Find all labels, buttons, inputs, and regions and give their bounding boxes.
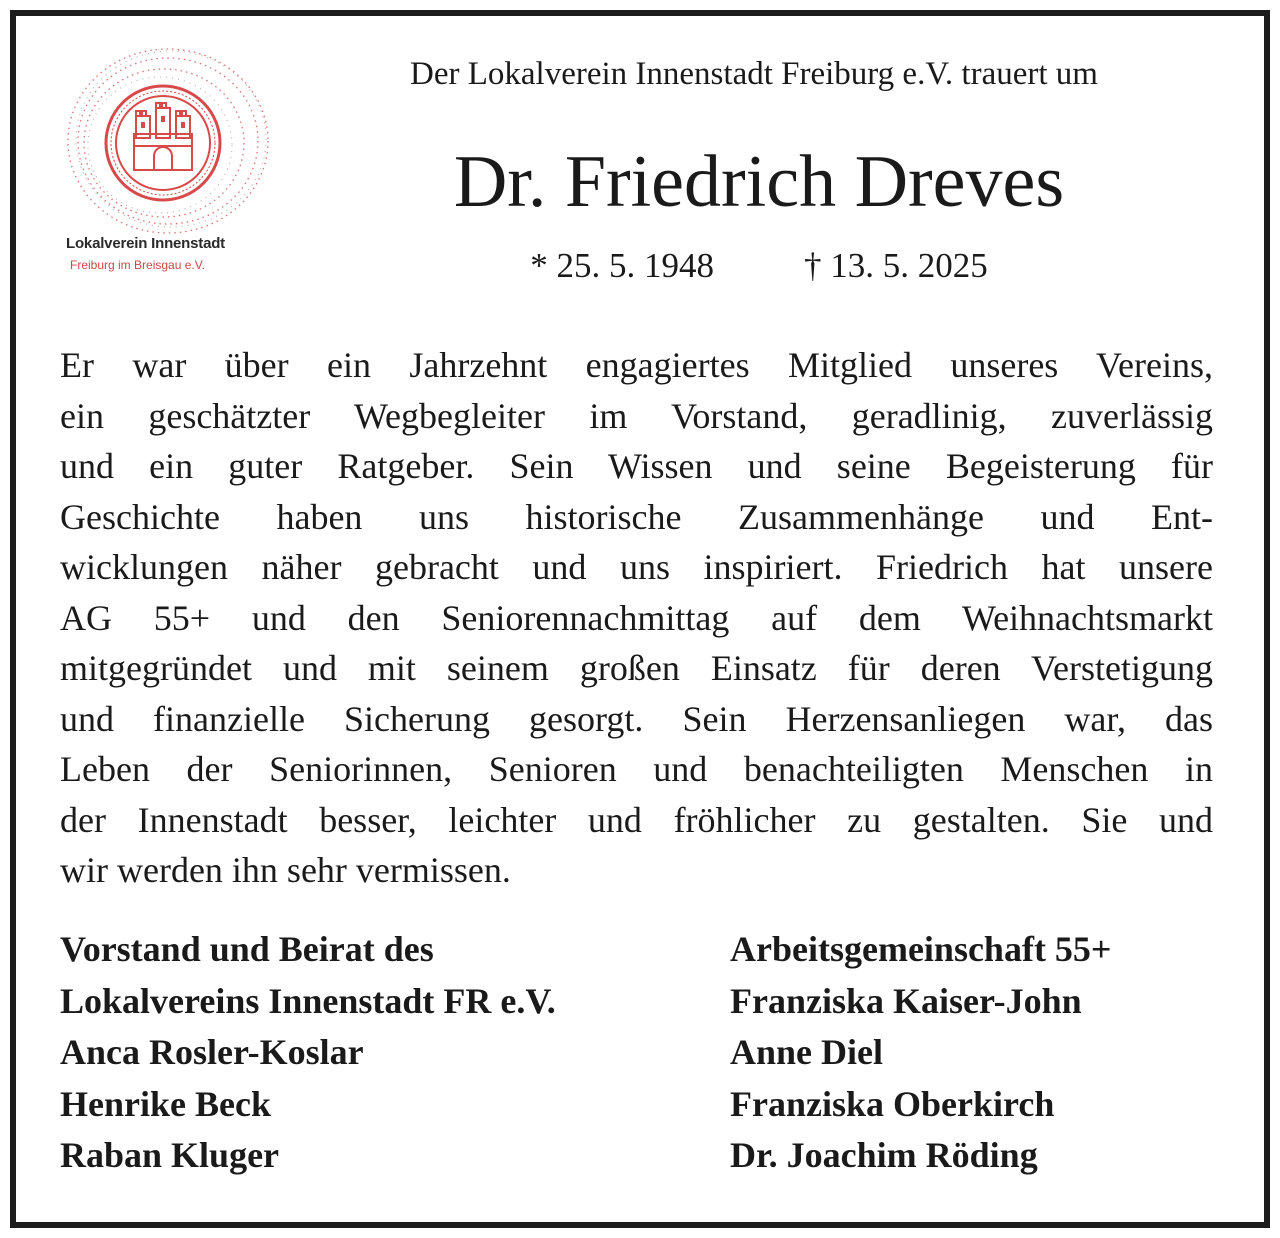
signature-line: Anca Rosler-Koslar (60, 1032, 364, 1072)
signature-line: Henrike Beck (60, 1083, 271, 1124)
signatures-board (60, 924, 556, 1182)
tribute-line: Geschichte haben uns historische Zusammenhänge und Ent- (60, 496, 1213, 537)
signature-line: Lokalvereins Innenstadt FR e.V. (60, 980, 556, 1021)
tribute-line: der Innenstadt besser, leichter und fröhlicher zu gestalten. Sie und (60, 799, 1213, 840)
tribute-line: ein geschätzter Wegbegleiter im Vorstand, geradlinig, zuverlässig (60, 395, 1213, 436)
tribute-text (60, 340, 1213, 896)
signature-line: Arbeitsgemeinschaft 55+ (730, 929, 1112, 969)
tribute-line: wir werden ihn sehr vermissen. (60, 850, 511, 890)
deceased-name: Dr. Friedrich Dreves (453, 141, 1065, 223)
signatures-ag55 (730, 924, 1111, 1182)
tribute-line: Er war über ein Jahrzehnt engagiertes Mitglied unseres Vereins, (60, 345, 1213, 385)
club-logo (56, 46, 286, 296)
tribute-line: wicklungen näher gebracht und uns inspiriert. Friedrich hat unsere (60, 547, 1213, 587)
life-dates (294, 246, 1224, 286)
logo-subtitle: Freiburg im Breisgau e.V. (70, 258, 205, 272)
tribute-line: und ein guter Ratgeber. Sein Wissen und seine Begeisterung für (60, 446, 1213, 486)
signature-line: Dr. Joachim Röding (730, 1135, 1038, 1175)
intro-line: Der Lokalverein Innenstadt Freiburg e.V. trauert um (410, 56, 1098, 92)
signature-line: Franziska Oberkirch (730, 1083, 1055, 1124)
tribute-line: AG 55+ und den Seniorennachmittag auf dem Weihnachtsmarkt (60, 597, 1213, 638)
signature-line: Franziska Kaiser-John (730, 980, 1082, 1021)
signature-line: Anne Diel (730, 1032, 883, 1072)
signature-line: Raban Kluger (60, 1135, 280, 1175)
seal-icon (56, 46, 286, 236)
signature-line: Vorstand und Beirat des (60, 929, 434, 969)
logo-name: Lokalverein Innenstadt (66, 235, 225, 252)
tribute-line: mitgegründet und mit seinem großen Einsatz für deren Verstetigung (60, 648, 1213, 688)
death-date: † 13. 5. 2025 (804, 246, 988, 285)
tribute-line: Leben der Seniorinnen, Senioren und benachteiligten Menschen in (60, 749, 1213, 789)
tribute-line: und finanzielle Sicherung gesorgt. Sein Herzensanliegen war, das (60, 698, 1213, 739)
birth-date: * 25. 5. 1948 (530, 246, 714, 285)
